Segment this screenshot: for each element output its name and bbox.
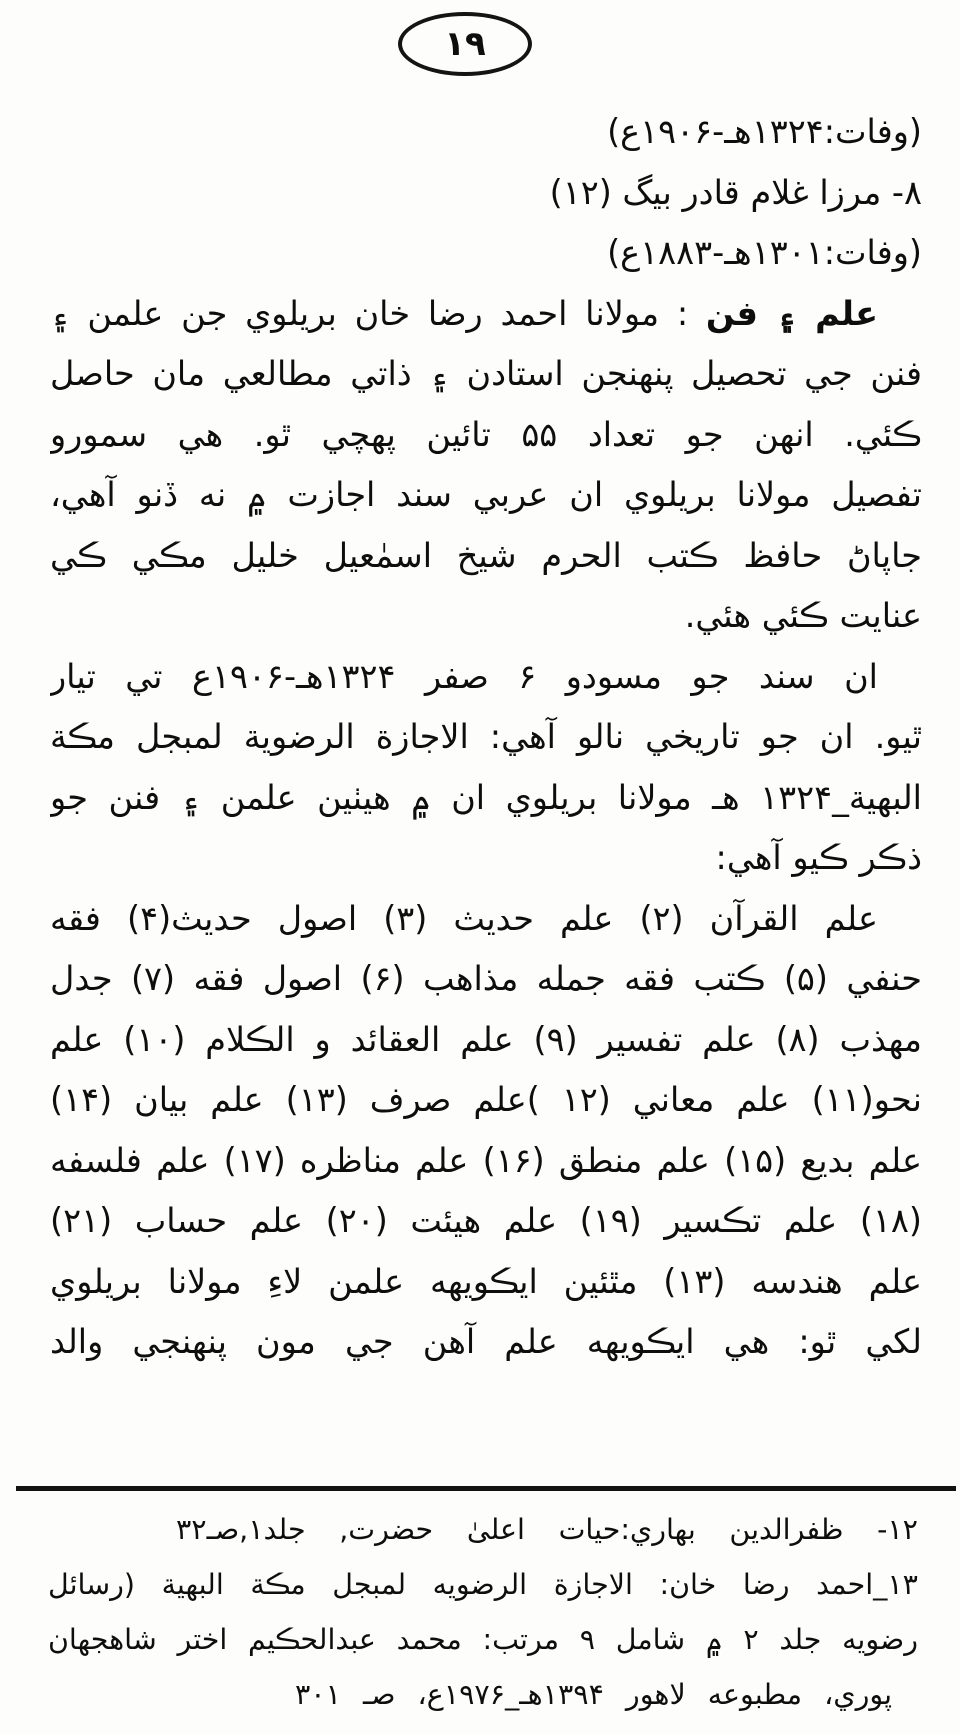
- text-line: علم هندسه (۱۳) مٿئين ايڪويهه علمن لاءِ مولانا بريلوي: [50, 1261, 922, 1301]
- heading-bold-text: علم ۽ فن: [705, 293, 878, 333]
- text-line-paragraph-end: عنايت ڪئي هئي.: [684, 596, 922, 635]
- page-number: ۱۹: [444, 24, 486, 64]
- text-line-death-date-1: (وفات:۱۳۲۴هـ-۱۹۰۶ع): [607, 112, 922, 151]
- text-line: لکي ٿو: هي ايڪويهه علم آهن جي مون پنهنجي والد: [50, 1322, 922, 1361]
- footnote-line-12: ۱۲- ظفرالدين بهاري:حيات اعلیٰ حضرت, جلد۱,صـ۳۲: [176, 1513, 918, 1546]
- heading-rest-text: : مولانا احمد رضا خان بريلوي جن علمن ۽: [50, 293, 706, 333]
- footnote-separator: [16, 1486, 956, 1491]
- text-line: ڪئي. انهن جو تعداد ۵۵ تائين پهچي ٿو. هي سمورو: [50, 414, 922, 454]
- text-line: تفصيل مولانا بريلوي ان عربي سند اجازت ۾ نه ڏنو آهي،: [50, 475, 922, 514]
- text-line-entry-name: ۸- مرزا غلام قادر بيگ (۱۲): [549, 172, 922, 212]
- text-line: ٿيو. ان جو تاريخي نالو آهي: الاجازة الرضوية لمبجل مڪة: [50, 717, 922, 756]
- footnote-line-13-cont: رضويه جلد ۲ ۾ شامل ۹ مرتب: محمد عبدالحڪيم اختر شاهجهان: [48, 1623, 918, 1656]
- text-line: فنن جي تحصيل پنهنجن استادن ۽ ذاتي مطالعي مان حاصل: [50, 354, 922, 393]
- text-line: علم بديع (۱۵) علم منطق (۱۶) علم مناظره (۱۷) علم فلسفه: [50, 1140, 922, 1180]
- text-line: حنفي (۵) ڪتب فقه جمله مذاهب (۶) اصول فقه (۷) جدل: [50, 959, 922, 998]
- text-line-paragraph-start: ان سند جو مسودو ۶ صفر ۱۳۲۴هـ-۱۹۰۶ع تي تيار: [50, 656, 878, 696]
- text-line: مهذب (۸) علم تفسير (۹) علم العقائد و الڪلام (۱۰) علم: [50, 1019, 922, 1059]
- body-text: [50, 102, 922, 1373]
- footnote-line-13: ۱۳_احمد رضا خان: الاجازة الرضويه لمبجل مڪة البهية (رسائل: [48, 1568, 918, 1601]
- page-number-oval: [398, 12, 532, 76]
- footnotes: [48, 1502, 918, 1722]
- text-line-death-date-2: (وفات:۱۳۰۱هـ-۱۸۸۳ع): [607, 233, 922, 272]
- text-line: جاپاڻ حافظ ڪتب الحرم شيخ اسمٰعيل خليل مڪي ڪي: [50, 535, 922, 575]
- paragraph-heading-line: [50, 284, 922, 345]
- footnote-line-13-end: پوري، مطبوعه لاهور ۱۳۹۴هـ_۱۹۷۶ع، صـ ۳۰۱: [294, 1678, 892, 1711]
- text-line: (۱۸) علم تڪسير (۱۹) علم هيئت (۲۰) علم حساب (۲۱): [50, 1201, 922, 1240]
- text-line: البهية_۱۳۲۴ هـ مولانا بريلوي ان ۾ هيٺين علمن ۽ فنن جو: [50, 777, 922, 817]
- text-line-paragraph-end: ذڪر ڪيو آهي:: [715, 838, 922, 877]
- text-line-list-start: علم القرآن (۲) علم حديث (۳) اصول حديث(۴) فقه: [50, 898, 878, 938]
- text-line: نحو(۱۱) علم معاني (۱۲ )علم صرف (۱۳) علم بيان (۱۴): [50, 1080, 922, 1119]
